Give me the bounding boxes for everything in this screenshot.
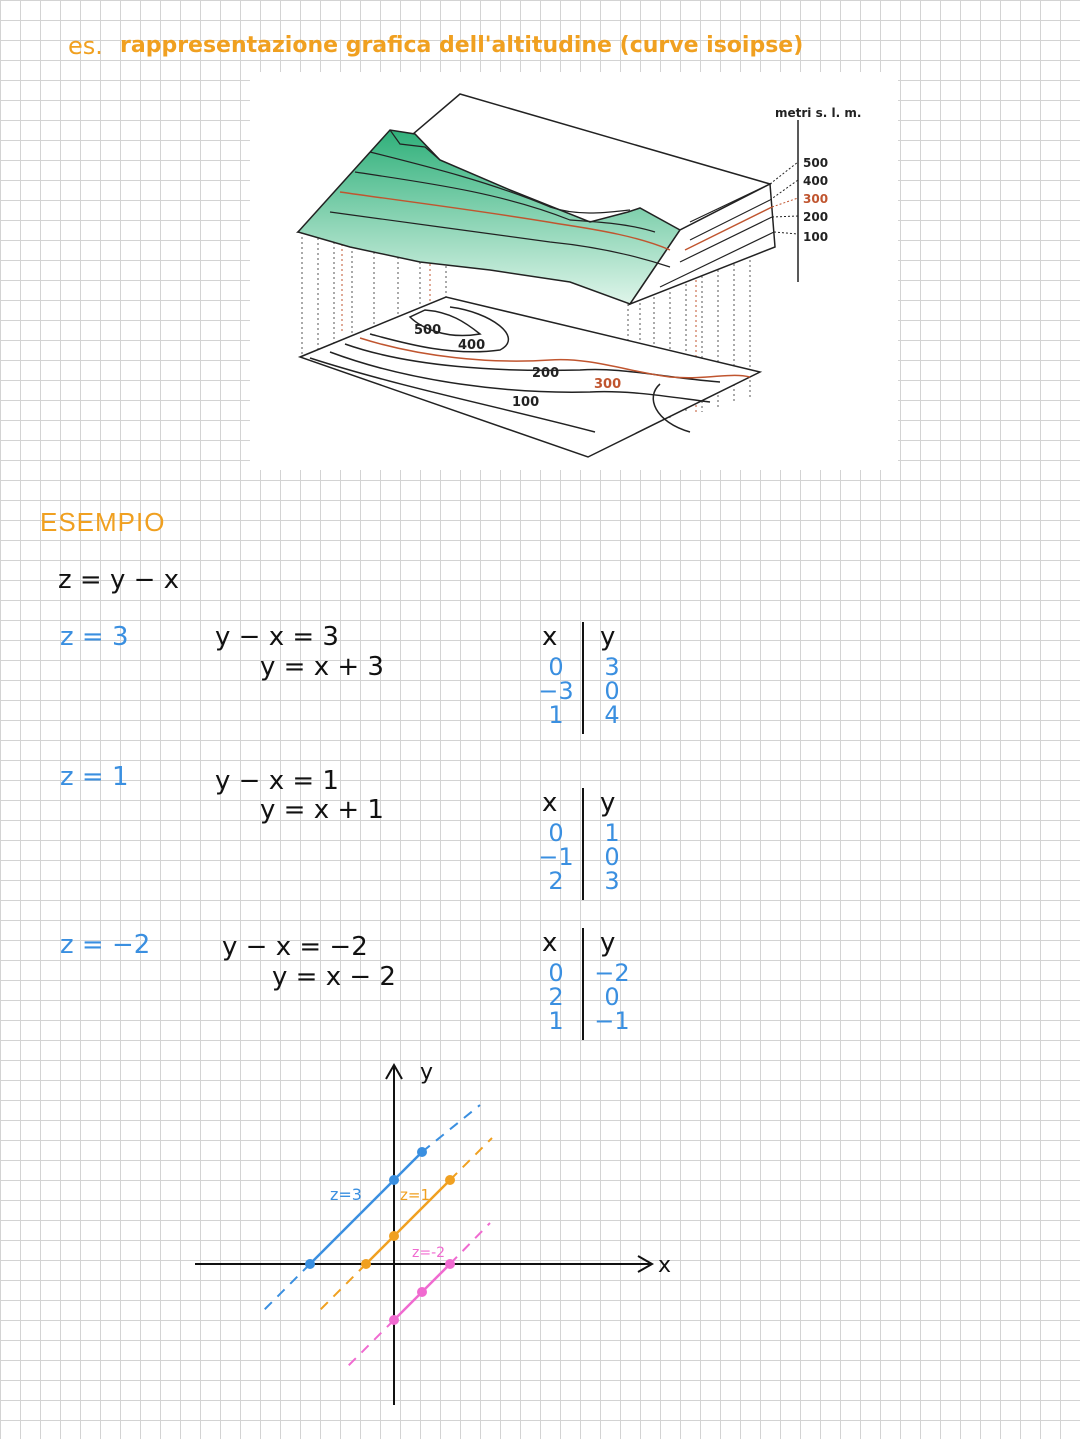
line-zm2-extension — [348, 1320, 394, 1366]
point-z1 — [445, 1175, 455, 1185]
table-cell: −1 — [538, 843, 574, 871]
value-table-3 — [538, 928, 648, 1043]
equation-3a: y − x = −2 — [222, 932, 368, 962]
table-cell: 0 — [548, 959, 564, 987]
line-z1-extension — [450, 1138, 492, 1180]
line-z1-extension — [320, 1264, 366, 1310]
table-cell: 0 — [548, 819, 564, 847]
point-z1 — [361, 1259, 371, 1269]
scale-tick-100: 100 — [803, 230, 829, 244]
table-header-x: x — [542, 788, 558, 818]
equation-2a: y − x = 1 — [215, 766, 339, 796]
z-value-1: z = 3 — [60, 622, 129, 652]
map-label-100: 100 — [512, 395, 540, 410]
table-cell: 1 — [604, 819, 620, 847]
z-value-2: z = 1 — [60, 762, 129, 792]
equation-1a: y − x = 3 — [215, 622, 339, 652]
map-label-400: 400 — [458, 338, 486, 353]
terrain-illustration — [250, 72, 898, 470]
table-header-x: x — [542, 928, 558, 958]
value-table-2 — [538, 788, 648, 903]
table-cell: 2 — [548, 983, 564, 1011]
table-header-y: y — [600, 928, 616, 958]
title-prefix: es. — [68, 32, 103, 60]
map-label-500: 500 — [414, 323, 442, 338]
point-zm2 — [389, 1315, 399, 1325]
table-cell: 0 — [548, 653, 564, 681]
equation-3b: y = x − 2 — [272, 962, 396, 992]
line-label-z3: z=3 — [330, 1185, 362, 1204]
point-z3 — [417, 1147, 427, 1157]
contour-figure — [250, 72, 898, 470]
point-z3 — [389, 1175, 399, 1185]
line-label-zm2: z=-2 — [412, 1245, 446, 1261]
table-cell: 2 — [548, 867, 564, 895]
line-z3-extension — [422, 1105, 480, 1152]
table-header-y: y — [600, 788, 616, 818]
point-zm2 — [417, 1287, 427, 1297]
scale-unit-label: metri s. l. m. — [775, 106, 862, 120]
table-header-y: y — [600, 622, 616, 652]
equation-1b: y = x + 3 — [260, 652, 384, 682]
table-cell: 0 — [604, 843, 620, 871]
scale-tick-200: 200 — [803, 210, 829, 224]
table-cell: 4 — [604, 701, 620, 729]
table-cell: −1 — [594, 1007, 630, 1035]
line-z3-extension — [260, 1264, 310, 1314]
table-cell: 1 — [548, 1007, 564, 1035]
line-zm2-extension — [450, 1223, 490, 1264]
table-cell: 3 — [604, 867, 620, 895]
table-cell: −2 — [594, 959, 630, 987]
table-cell: 1 — [548, 701, 564, 729]
example-heading: ESEMPIO — [40, 507, 166, 537]
level-curves-graph — [190, 1055, 690, 1410]
map-label-200: 200 — [532, 366, 560, 381]
point-z3 — [305, 1259, 315, 1269]
point-z1 — [389, 1231, 399, 1241]
table-cell: −3 — [538, 677, 574, 705]
table-cell: 0 — [604, 983, 620, 1011]
scale-tick-400: 400 — [803, 174, 829, 188]
x-axis-label: x — [658, 1253, 672, 1278]
function-definition: z = y − x — [58, 565, 180, 595]
scale-tick-500: 500 — [803, 156, 829, 170]
point-zm2 — [445, 1259, 455, 1269]
line-z3 — [310, 1152, 422, 1264]
line-label-z1: z=1 — [400, 1186, 430, 1204]
z-value-3: z = −2 — [60, 930, 151, 960]
page-title: rappresentazione grafica dell'altitudine (curve isoipse) — [120, 33, 804, 58]
table-cell: 3 — [604, 653, 620, 681]
y-axis-label: y — [420, 1060, 434, 1085]
equation-2b: y = x + 1 — [260, 795, 384, 825]
map-label-300: 300 — [594, 377, 622, 392]
value-table-1 — [538, 622, 648, 737]
table-cell: 0 — [604, 677, 620, 705]
scale-tick-300: 300 — [803, 192, 829, 206]
table-header-x: x — [542, 622, 558, 652]
